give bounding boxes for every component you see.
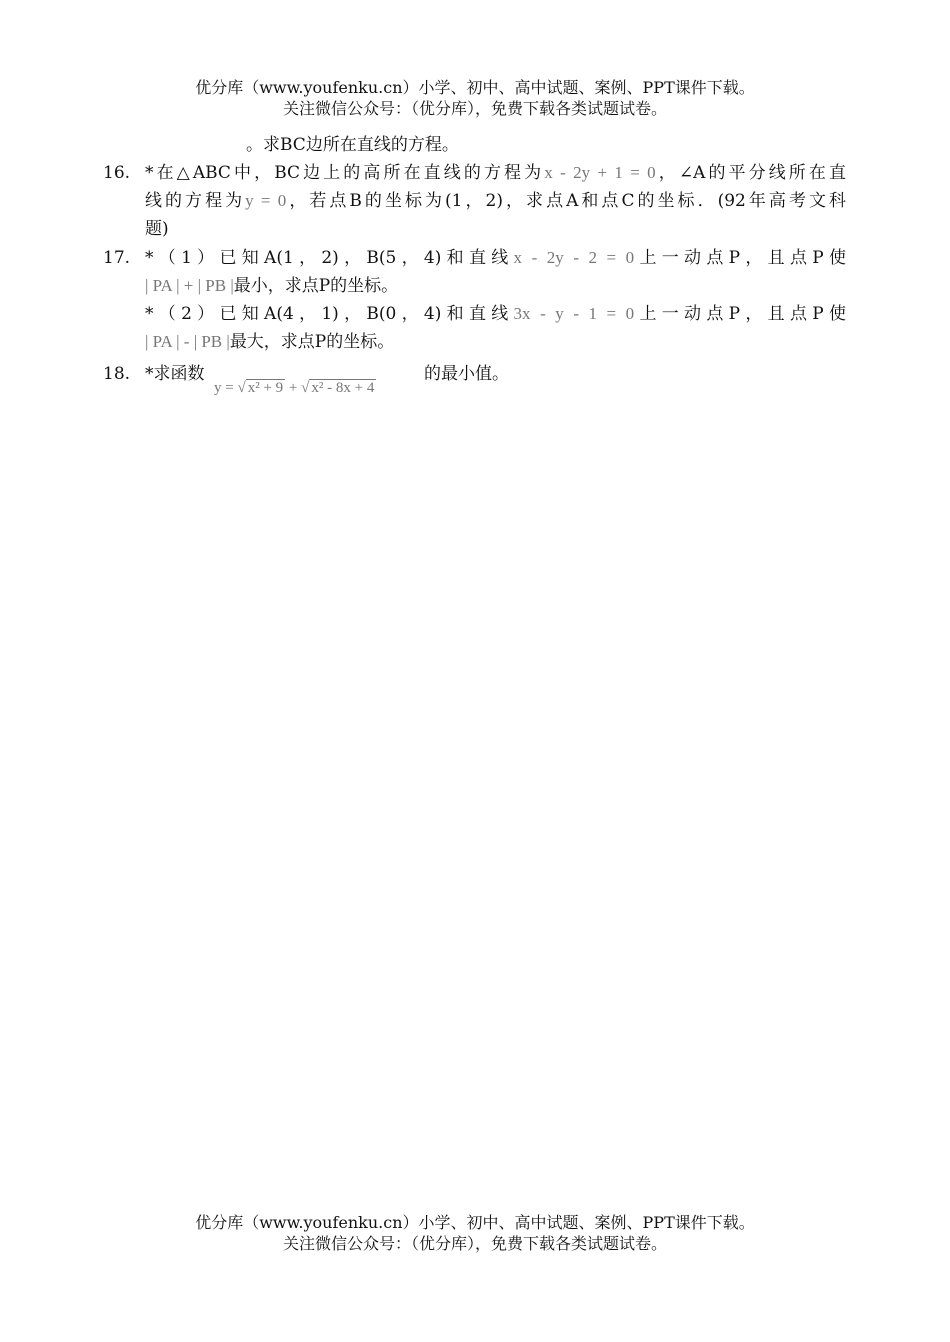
problem-17-part-2-line-1 <box>145 300 846 328</box>
problem-16-number: 16. <box>103 163 131 183</box>
problem-17-number: 17. <box>103 248 131 268</box>
problem-16-text: ，∠A的平分线所在直 <box>655 163 846 183</box>
problem-18-text-a: *求函数 <box>145 364 205 384</box>
problem-17-part-2-line-2 <box>145 328 394 356</box>
problem-17-text: *（2）已知A(4，1)，B(0，4)和直线 <box>145 304 514 324</box>
problem-17-part-1-line-1 <box>145 244 846 272</box>
problem-18-function <box>214 374 376 402</box>
problem-17-expression-1: | PA | + | PB | <box>145 276 234 295</box>
problem-17-text: 最大，求点P的坐标。 <box>229 332 395 352</box>
problem-17-line-equation-2: 3x - y - 1 = 0 <box>513 304 635 323</box>
problem-16-equation-1: x - 2y + 1 = 0 <box>544 163 656 182</box>
problem-17-text: 上一动点P，且点P使 <box>634 248 846 268</box>
problem-16-line-3: 题) <box>145 219 169 239</box>
problem-16-text: ，若点B的坐标为(1，2)，求点A和点C的坐标．(92年高考文科 <box>286 191 847 211</box>
problem-17-line-equation-1: x - 2y - 2 = 0 <box>513 248 635 267</box>
sqrt-symbol: √ <box>237 380 246 396</box>
radical-1 <box>246 374 285 402</box>
page-footer <box>0 1212 950 1254</box>
problem-18-text-b: 的最小值。 <box>424 364 509 384</box>
footer-line-2: 关注微信公众号：（优分库），免费下载各类试题试卷。 <box>282 1234 667 1253</box>
radical-2 <box>309 374 376 402</box>
plus-sign: + <box>288 380 298 396</box>
function-lhs: y = <box>214 380 234 396</box>
problem-17-text: 上一动点P，且点P使 <box>634 304 846 324</box>
footer-line-1: 优分库（www.youfenku.cn）小学、初中、高中试题、案例、PPT课件下载。 <box>195 1213 755 1232</box>
problem-17-expression-2: | PA | - | PB | <box>145 332 230 351</box>
problem-16-text: 线的方程为 <box>145 191 246 211</box>
problem-18-number: 18. <box>103 364 131 384</box>
problem-17-text: *（1）已知A(1，2)，B(5，4)和直线 <box>145 248 514 268</box>
problem-16-line-2 <box>145 187 846 215</box>
problem-16-equation-2: y = 0 <box>245 191 287 210</box>
problem-16-text: *在△ABC中，BC边上的高所在直线的方程为 <box>145 163 545 183</box>
problem-17-text: 最小，求点P的坐标。 <box>233 276 399 296</box>
sqrt-symbol: √ <box>301 380 310 396</box>
page-header <box>0 77 950 119</box>
radicand-2: x² - 8x + 4 <box>311 380 375 396</box>
radicand-1: x² + 9 <box>247 380 284 396</box>
problem-15-tail: 。求BC边所在直线的方程。 <box>246 135 459 155</box>
header-line-1: 优分库（www.youfenku.cn）小学、初中、高中试题、案例、PPT课件下载。 <box>195 78 755 97</box>
problem-17-part-1-line-2 <box>145 272 398 300</box>
header-line-2: 关注微信公众号：（优分库），免费下载各类试题试卷。 <box>282 99 667 118</box>
problem-16-line-1 <box>145 159 846 187</box>
